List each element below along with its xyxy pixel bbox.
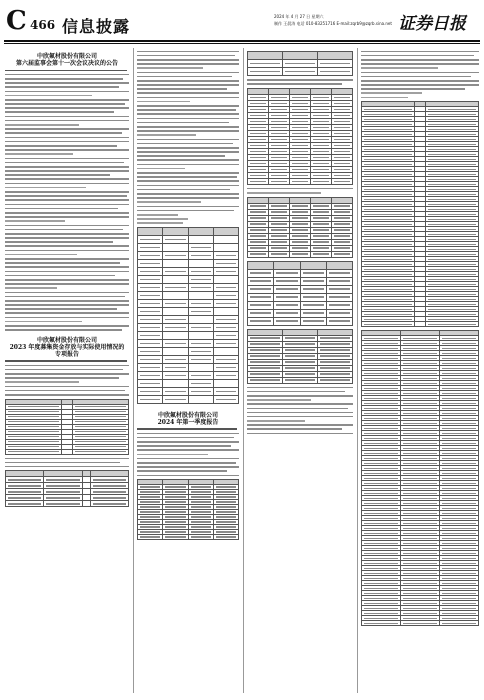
column-4 [361, 48, 479, 629]
company-name: 中欣氟材股份有限公司 [36, 53, 97, 60]
data-table [247, 329, 353, 384]
announcement-title-line2: 专项报告 [54, 350, 79, 358]
announcement-title: 2023 年度募集资金存放与实际使用情况的 [9, 343, 125, 351]
column-3 [247, 48, 353, 437]
announcement-header [5, 335, 129, 358]
publication-date: 2024 年 4 月 27 日 星期六 [274, 14, 324, 19]
data-table [5, 470, 129, 507]
section-title: 信息披露 [62, 17, 131, 36]
brand-logo: 证券日报 [398, 14, 466, 34]
announcement-header [137, 410, 239, 426]
data-table [247, 88, 353, 185]
data-table [137, 227, 239, 404]
body-text [247, 188, 353, 194]
masthead [0, 0, 484, 44]
column-divider [133, 48, 134, 693]
announcement-header [5, 51, 129, 67]
column-2 [137, 48, 239, 543]
data-table [361, 101, 479, 327]
header-rule-thin [4, 43, 480, 44]
column-divider [243, 48, 244, 693]
column-1 [5, 48, 129, 510]
page-letter: C [6, 6, 27, 36]
header-rule [4, 40, 480, 42]
body-text [5, 360, 129, 395]
body-text [247, 79, 353, 85]
data-table [137, 479, 239, 540]
announcement-title: 第六届监事会第十一次会议决议的公告 [15, 60, 118, 67]
data-table [247, 51, 353, 76]
data-table [361, 330, 479, 626]
body-text [137, 51, 239, 224]
body-text [361, 51, 479, 99]
body-text [247, 387, 353, 435]
data-table [247, 261, 353, 326]
body-text [5, 70, 129, 331]
company-name: 中欣氟材股份有限公司 [157, 411, 218, 419]
column-divider [357, 48, 358, 693]
editor-contact: 制作 王晨涛 电话 010-83251716 E-mail:zqrb9@zqrb.sina.net [274, 21, 392, 26]
data-table [5, 399, 129, 455]
data-table [247, 197, 353, 258]
body-text [137, 428, 239, 476]
company-name: 中欣氟材股份有限公司 [36, 336, 97, 344]
announcement-title: 2024 年第一季度报告 [157, 418, 219, 426]
body-text [5, 458, 129, 468]
page-number: 466 [30, 18, 56, 32]
